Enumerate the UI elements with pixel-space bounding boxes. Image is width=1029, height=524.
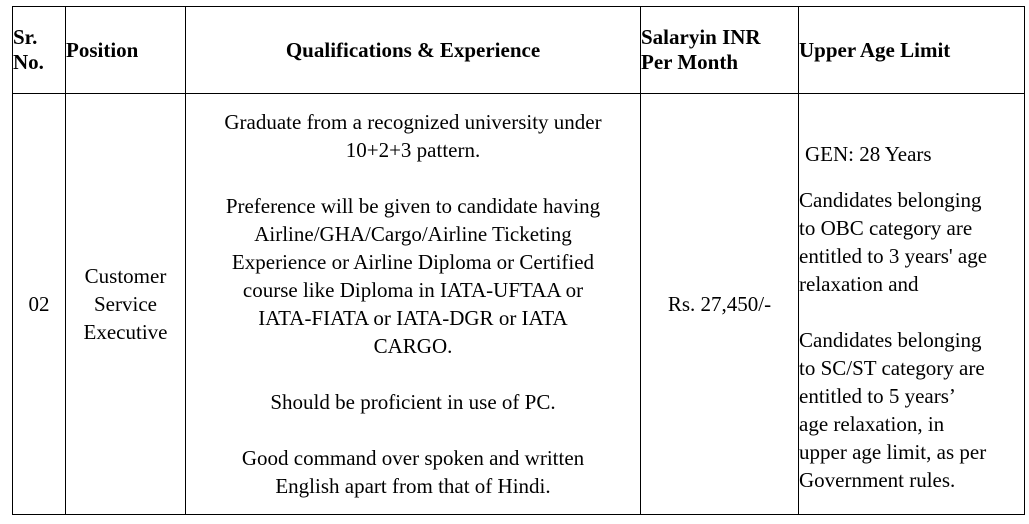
header-salary-line-2: Per Month xyxy=(641,50,739,74)
cell-salary: Rs. 27,450/- xyxy=(641,94,799,515)
qualification-line: Graduate from a recognized university under xyxy=(224,110,602,134)
age-line: Candidates belonging xyxy=(799,328,982,352)
cell-sr-no: 02 xyxy=(13,94,66,515)
cell-age-limit xyxy=(799,94,1025,515)
header-qualifications: Qualifications & Experience xyxy=(186,7,641,94)
qualification-line: 10+2+3 pattern. xyxy=(345,138,481,162)
cell-position xyxy=(66,94,186,515)
header-sr-no xyxy=(13,7,66,94)
qualification-line: English apart from that of Hindi. xyxy=(275,474,551,498)
qualification-line: IATA-FIATA or IATA-DGR or IATA xyxy=(258,306,568,330)
age-line: age relaxation, in xyxy=(799,412,945,436)
age-line: to SC/ST category are xyxy=(799,356,985,380)
age-line: upper age limit, as per xyxy=(799,440,987,464)
position-line: Executive xyxy=(83,320,168,344)
table-row xyxy=(13,94,1025,515)
position-line: Service xyxy=(94,292,157,316)
header-age-limit: Upper Age Limit xyxy=(799,7,1025,94)
qualification-line: course like Diploma in IATA-UFTAA or xyxy=(242,278,584,302)
header-position: Position xyxy=(66,7,186,94)
age-line: relaxation and xyxy=(799,272,919,296)
position-line: Customer xyxy=(84,264,167,288)
age-line: entitled to 3 years' age xyxy=(799,244,988,268)
header-no-line: No. xyxy=(13,50,44,74)
qualification-paragraph xyxy=(186,388,640,416)
age-gen-text: GEN: 28 Years xyxy=(805,142,932,166)
age-line: to OBC category are xyxy=(799,216,973,240)
qualification-line: Preference will be given to candidate having xyxy=(225,194,601,218)
header-sr-line: Sr. xyxy=(13,25,38,49)
qualification-line: Airline/GHA/Cargo/Airline Ticketing xyxy=(254,222,572,246)
header-row xyxy=(13,7,1025,94)
age-line: Candidates belonging xyxy=(799,188,982,212)
qualification-line: Experience or Airline Diploma or Certified xyxy=(231,250,595,274)
age-obc-block xyxy=(799,186,1024,298)
qualification-paragraph xyxy=(186,108,640,164)
header-salary-line-1: Salaryin INR xyxy=(641,25,761,49)
age-scst-block xyxy=(799,326,1024,494)
qualification-paragraph xyxy=(186,444,640,500)
qualification-paragraph xyxy=(186,192,640,360)
header-salary xyxy=(641,7,799,94)
age-line: Government rules. xyxy=(799,468,956,492)
qualification-line: Good command over spoken and written xyxy=(241,446,585,470)
qualification-line: Should be proficient in use of PC. xyxy=(270,390,556,414)
job-table xyxy=(12,6,1025,515)
cell-qualifications xyxy=(186,94,641,515)
age-line: entitled to 5 years’ xyxy=(799,384,956,408)
qualification-line: CARGO. xyxy=(373,334,453,358)
